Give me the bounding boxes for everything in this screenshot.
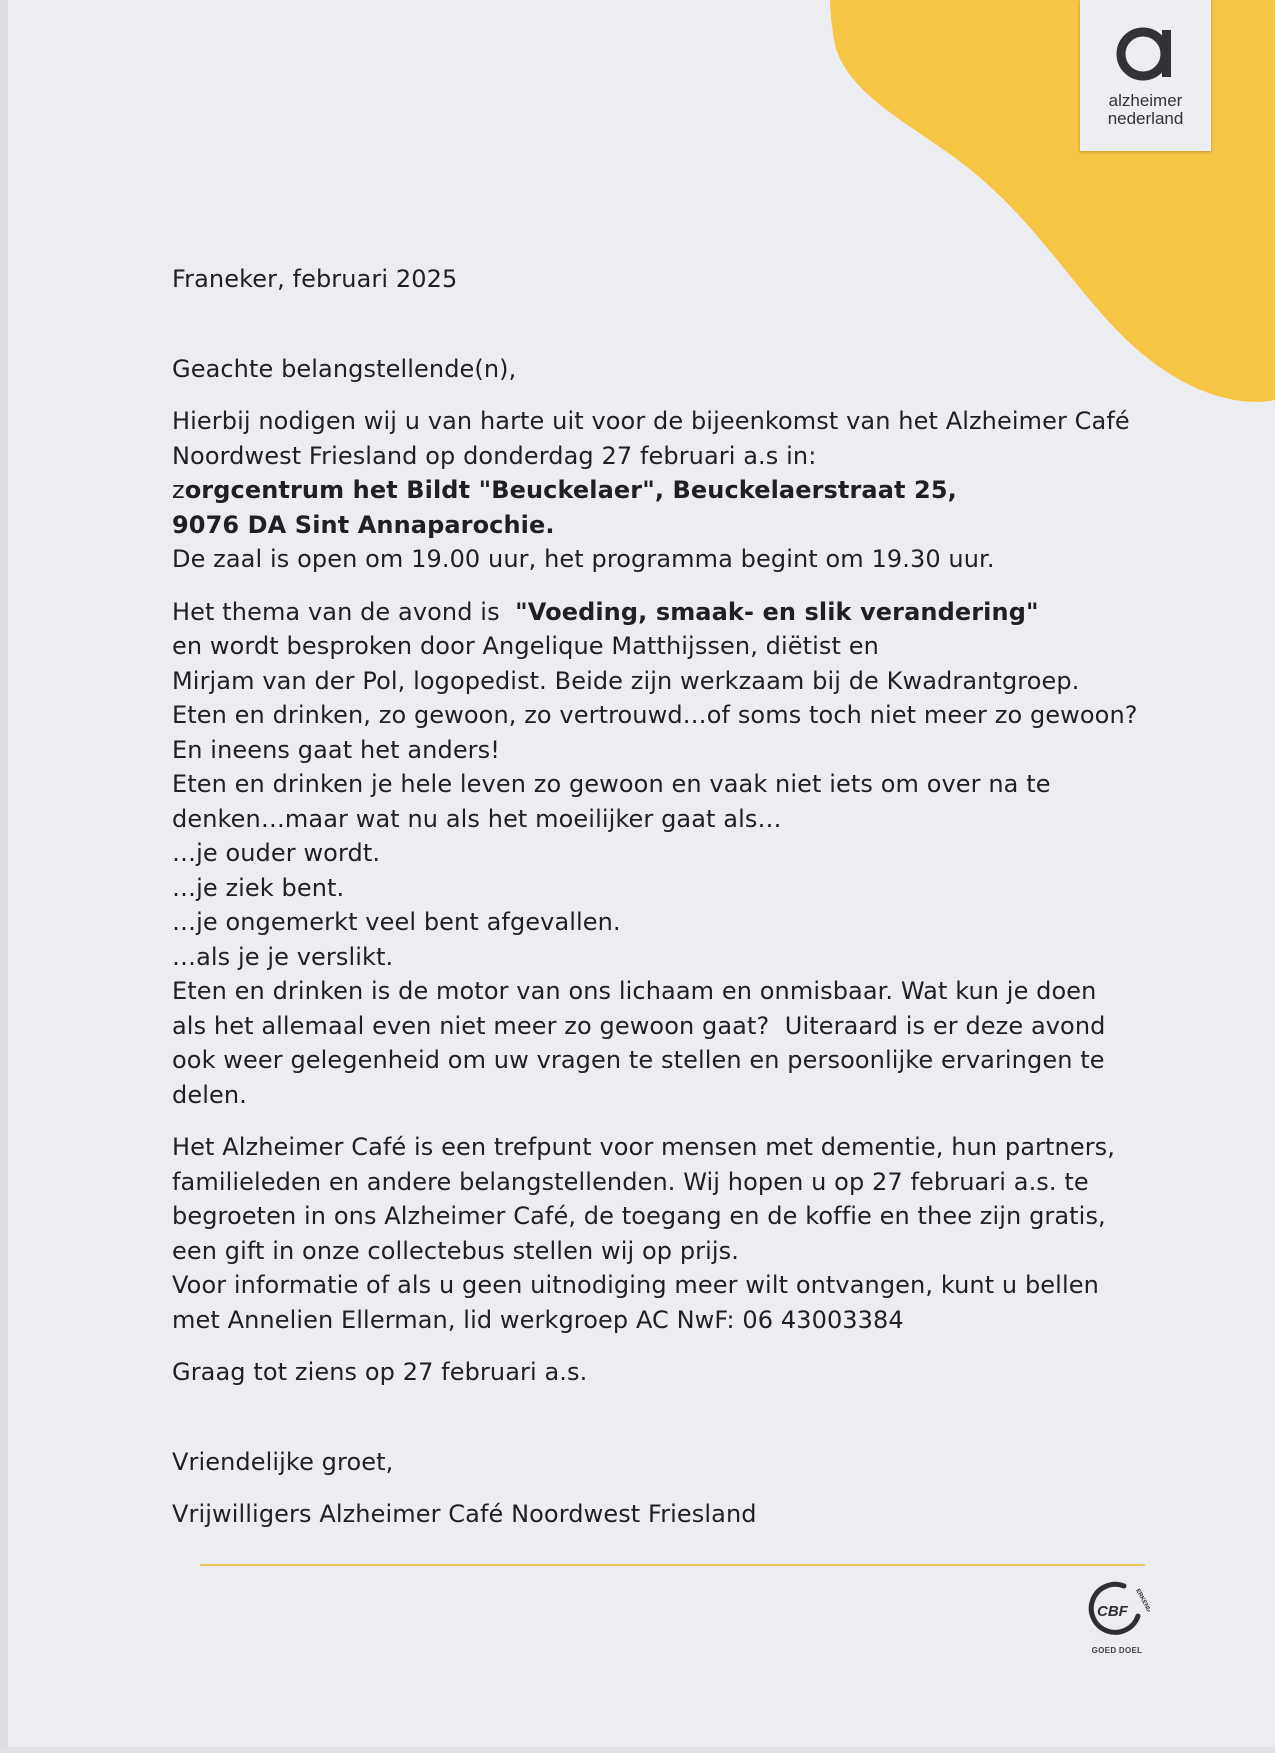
see-you-line: Graag tot ziens op 27 februari a.s. <box>172 1358 588 1386</box>
intro-line: Noordwest Friesland op donderdag 27 februari a.s in: <box>172 441 817 470</box>
body-line: en wordt besproken door Angelique Matthijssen, diëtist en <box>172 632 879 660</box>
body-line: ook weer gelegenheid om uw vragen te stellen en persoonlijke ervaringen te <box>172 1046 1105 1074</box>
page-edge <box>0 1747 1275 1753</box>
cbf-side-text: ERKEND <box>1134 1588 1150 1614</box>
body-line: Eten en drinken, zo gewoon, zo vertrouwd…of soms toch niet meer zo gewoon? <box>172 701 1138 729</box>
cafe-line: begroeten in ons Alzheimer Café, de toegang en de koffie en thee zijn gratis, <box>172 1202 1106 1230</box>
cafe-line: Het Alzheimer Café is een trefpunt voor mensen met dementie, hun partners, <box>172 1133 1115 1161</box>
cbf-erkend-seal <box>1082 1578 1152 1660</box>
body-line: …je ouder wordt. <box>172 839 381 867</box>
body-line: als het allemaal even niet meer zo gewoon gaat? Uiteraard is er deze avond <box>172 1011 1106 1040</box>
body-line: …je ziek bent. <box>172 873 345 902</box>
cbf-seal-text: CBF <box>1097 1603 1128 1620</box>
body-line: …je ongemerkt veel bent afgevallen. <box>172 908 621 936</box>
venue-name: orgcentrum het Bildt "Beuckelaer", Beuckelaerstraat 25, <box>184 476 957 504</box>
cbf-caption: GOED DOEL <box>1091 1646 1143 1655</box>
body-line: En ineens gaat het anders! <box>172 735 500 764</box>
cafe-line: Voor informatie of als u geen uitnodiging meer wilt ontvangen, kunt u bellen <box>172 1271 1099 1299</box>
cbf-erkend-seal-icon <box>1084 1578 1150 1640</box>
opening-times: De zaal is open om 19.00 uur, het programma begint om 19.30 uur. <box>172 545 995 573</box>
theme-prefix: Het thema van de avond is <box>172 597 516 626</box>
alzheimer-nederland-logo <box>1080 0 1211 151</box>
letter-body <box>172 262 1172 1532</box>
signature: Vrijwilligers Alzheimer Café Noordwest Friesland <box>172 1500 757 1528</box>
cafe-line: familieleden en andere belangstellenden. Wij hopen u op 27 februari a.s. te <box>172 1167 1089 1196</box>
body-line: …als je je verslikt. <box>172 942 394 971</box>
alzheimer-nederland-logo-icon <box>1115 24 1177 82</box>
body-line: Eten en drinken je hele leven zo gewoon en vaak niet iets om over na te <box>172 770 1051 798</box>
intro-line: Hierbij nodigen wij u van harte uit voor de bijeenkomst van het Alzheimer Café <box>172 407 1130 435</box>
footer-divider <box>200 1564 1145 1566</box>
body-line: denken…maar wat nu als het moeilijker gaat als… <box>172 804 782 833</box>
cafe-line: een gift in onze collectebus stellen wij op prijs. <box>172 1236 739 1265</box>
logo-text-line1: alzheimer <box>1108 91 1183 110</box>
closing: Vriendelijke groet, <box>172 1447 394 1476</box>
venue-line <box>172 473 1172 508</box>
venue-address: 9076 DA Sint Annaparochie. <box>172 510 555 539</box>
theme-title: "Voeding, smaak- en slik verandering" <box>515 597 1039 626</box>
logo-text-line2: nederland <box>1107 109 1184 128</box>
body-line: Eten en drinken is de motor van ons lichaam en onmisbaar. Wat kun je doen <box>172 977 1097 1005</box>
theme-line <box>172 595 1172 630</box>
body-line: delen. <box>172 1080 247 1109</box>
salutation: Geachte belangstellende(n), <box>172 354 517 383</box>
contact-line: met Annelien Ellerman, lid werkgroep AC NwF: 06 43003384 <box>172 1305 904 1334</box>
place-date: Franeker, februari 2025 <box>172 265 458 293</box>
venue-prefix: z <box>172 476 185 504</box>
body-line: Mirjam van der Pol, logopedist. Beide zijn werkzaam bij de Kwadrantgroep. <box>172 666 1080 695</box>
